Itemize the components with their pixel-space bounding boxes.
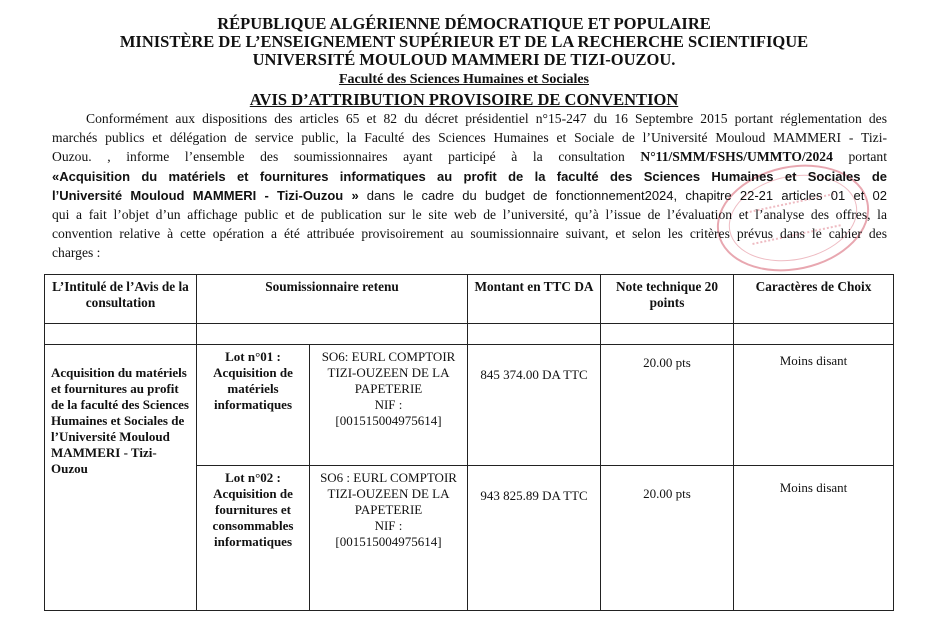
nif-label: NIF : [374,518,403,533]
header-soumissionnaire: Soumissionnaire retenu [197,275,468,324]
nif-value: [001515004975614] [335,534,442,549]
nif-value: [001515004975614] [335,413,442,428]
table-row [45,345,894,466]
lot-number: Lot n°01 : [225,349,281,364]
choice-cell: Moins disant [734,345,894,466]
header-faculty: Faculté des Sciences Humaines et Sociales [338,72,590,87]
body-line [52,147,887,166]
body-line: marchés publics et délégation de service public, la Faculté des Sciences Humaines et Sociale de l’Université Mouloud MAMMERI - Tizi- [52,130,887,146]
body-line [52,186,887,205]
body-text: Ouzou. , informe l’ensemble des soumissionnaires ayant participé à la consultation [52,149,625,165]
spacer-cell [468,324,601,345]
body-line: Conformément aux dispositions des articles 65 et 82 du décret présidentiel n°15-247 du 16 Septembre 2015 portant réglementation des [86,111,887,126]
header-university: UNIVERSITÉ MOULOUD MAMMERI DE TIZI-OUZOU. [252,50,676,69]
header-intitule: L’Intitulé de l’Avis de la consultation [45,275,197,324]
lot-number: Lot n°02 : [225,470,281,485]
bidder-name: SO6: EURL COMPTOIR TIZI-OUZEEN DE LA PAPETERIE [321,349,456,396]
body-text-budget: dans le cadre du budget de fonctionnement2024, chapitre 22-21 articles 01 et 02 [366,187,887,203]
consultation-number: N°11/SMM/FSHS/UMMTO/2024 [640,149,833,165]
table-spacer-row [45,324,894,345]
consultation-object-cell: Acquisition du matériels et fournitures au profit de la faculté des Sciences Humaines et Sociales de l’Université Mouloud MAMMERI - Tizi-Ouzou [45,345,197,611]
score-cell: 20.00 pts [601,345,734,466]
body-line-object: «Acquisition du matériels et fournitures informatiques au profit de la faculté des Sciences Humaines et Sociales de [52,168,887,184]
spacer-cell [734,324,894,345]
body-line: qui a fait l’objet d’un affichage public et de publication sur le site web de l’université, qu’à l’issue de l’évaluation et l’analyse des offres, la [52,207,887,223]
body-line: convention relative à cette opération a été attribuée provisoirement au soumissionnaire suivant, et selon les critères prévus dans le cahier des [52,226,887,242]
lot-description: Acquisition de fournitures et consommables informatiques [212,486,294,549]
header-note: Note technique 20 points [601,275,734,324]
body-text: portant [848,149,887,165]
header-caracteres: Caractères de Choix [734,275,894,324]
amount-cell: 845 374.00 DA TTC [468,345,601,466]
header-montant: Montant en TTC DA [468,275,601,324]
spacer-cell [601,324,734,345]
score-cell: 20.00 pts [601,466,734,611]
header-republic: RÉPUBLIQUE ALGÉRIENNE DÉMOCRATIQUE ET POPULAIRE [217,14,711,33]
table-header-row [45,275,894,324]
body-text-university: l’Université Mouloud MAMMERI - Tizi-Ouzou » [52,187,359,203]
lot-cell [197,466,310,611]
notice-body [52,109,887,263]
spacer-cell [197,324,468,345]
nif-label: NIF : [374,397,403,412]
lot-cell [197,345,310,466]
body-line: charges : [52,245,101,261]
attribution-table [44,274,894,611]
bidder-name: SO6 : EURL COMPTOIR TIZI-OUZEEN DE LA PAPETERIE [320,470,457,517]
header-ministry: MINISTÈRE DE L’ENSEIGNEMENT SUPÉRIEUR ET DE LA RECHERCHE SCIENTIFIQUE [119,32,809,51]
spacer-cell [45,324,197,345]
notice-title: AVIS D’ATTRIBUTION PROVISOIRE DE CONVENTION [249,90,679,109]
lot-description: Acquisition de matériels informatiques [213,365,293,412]
bidder-cell [310,345,468,466]
choice-cell: Moins disant [734,466,894,611]
bidder-cell [310,466,468,611]
amount-cell: 943 825.89 DA TTC [468,466,601,611]
